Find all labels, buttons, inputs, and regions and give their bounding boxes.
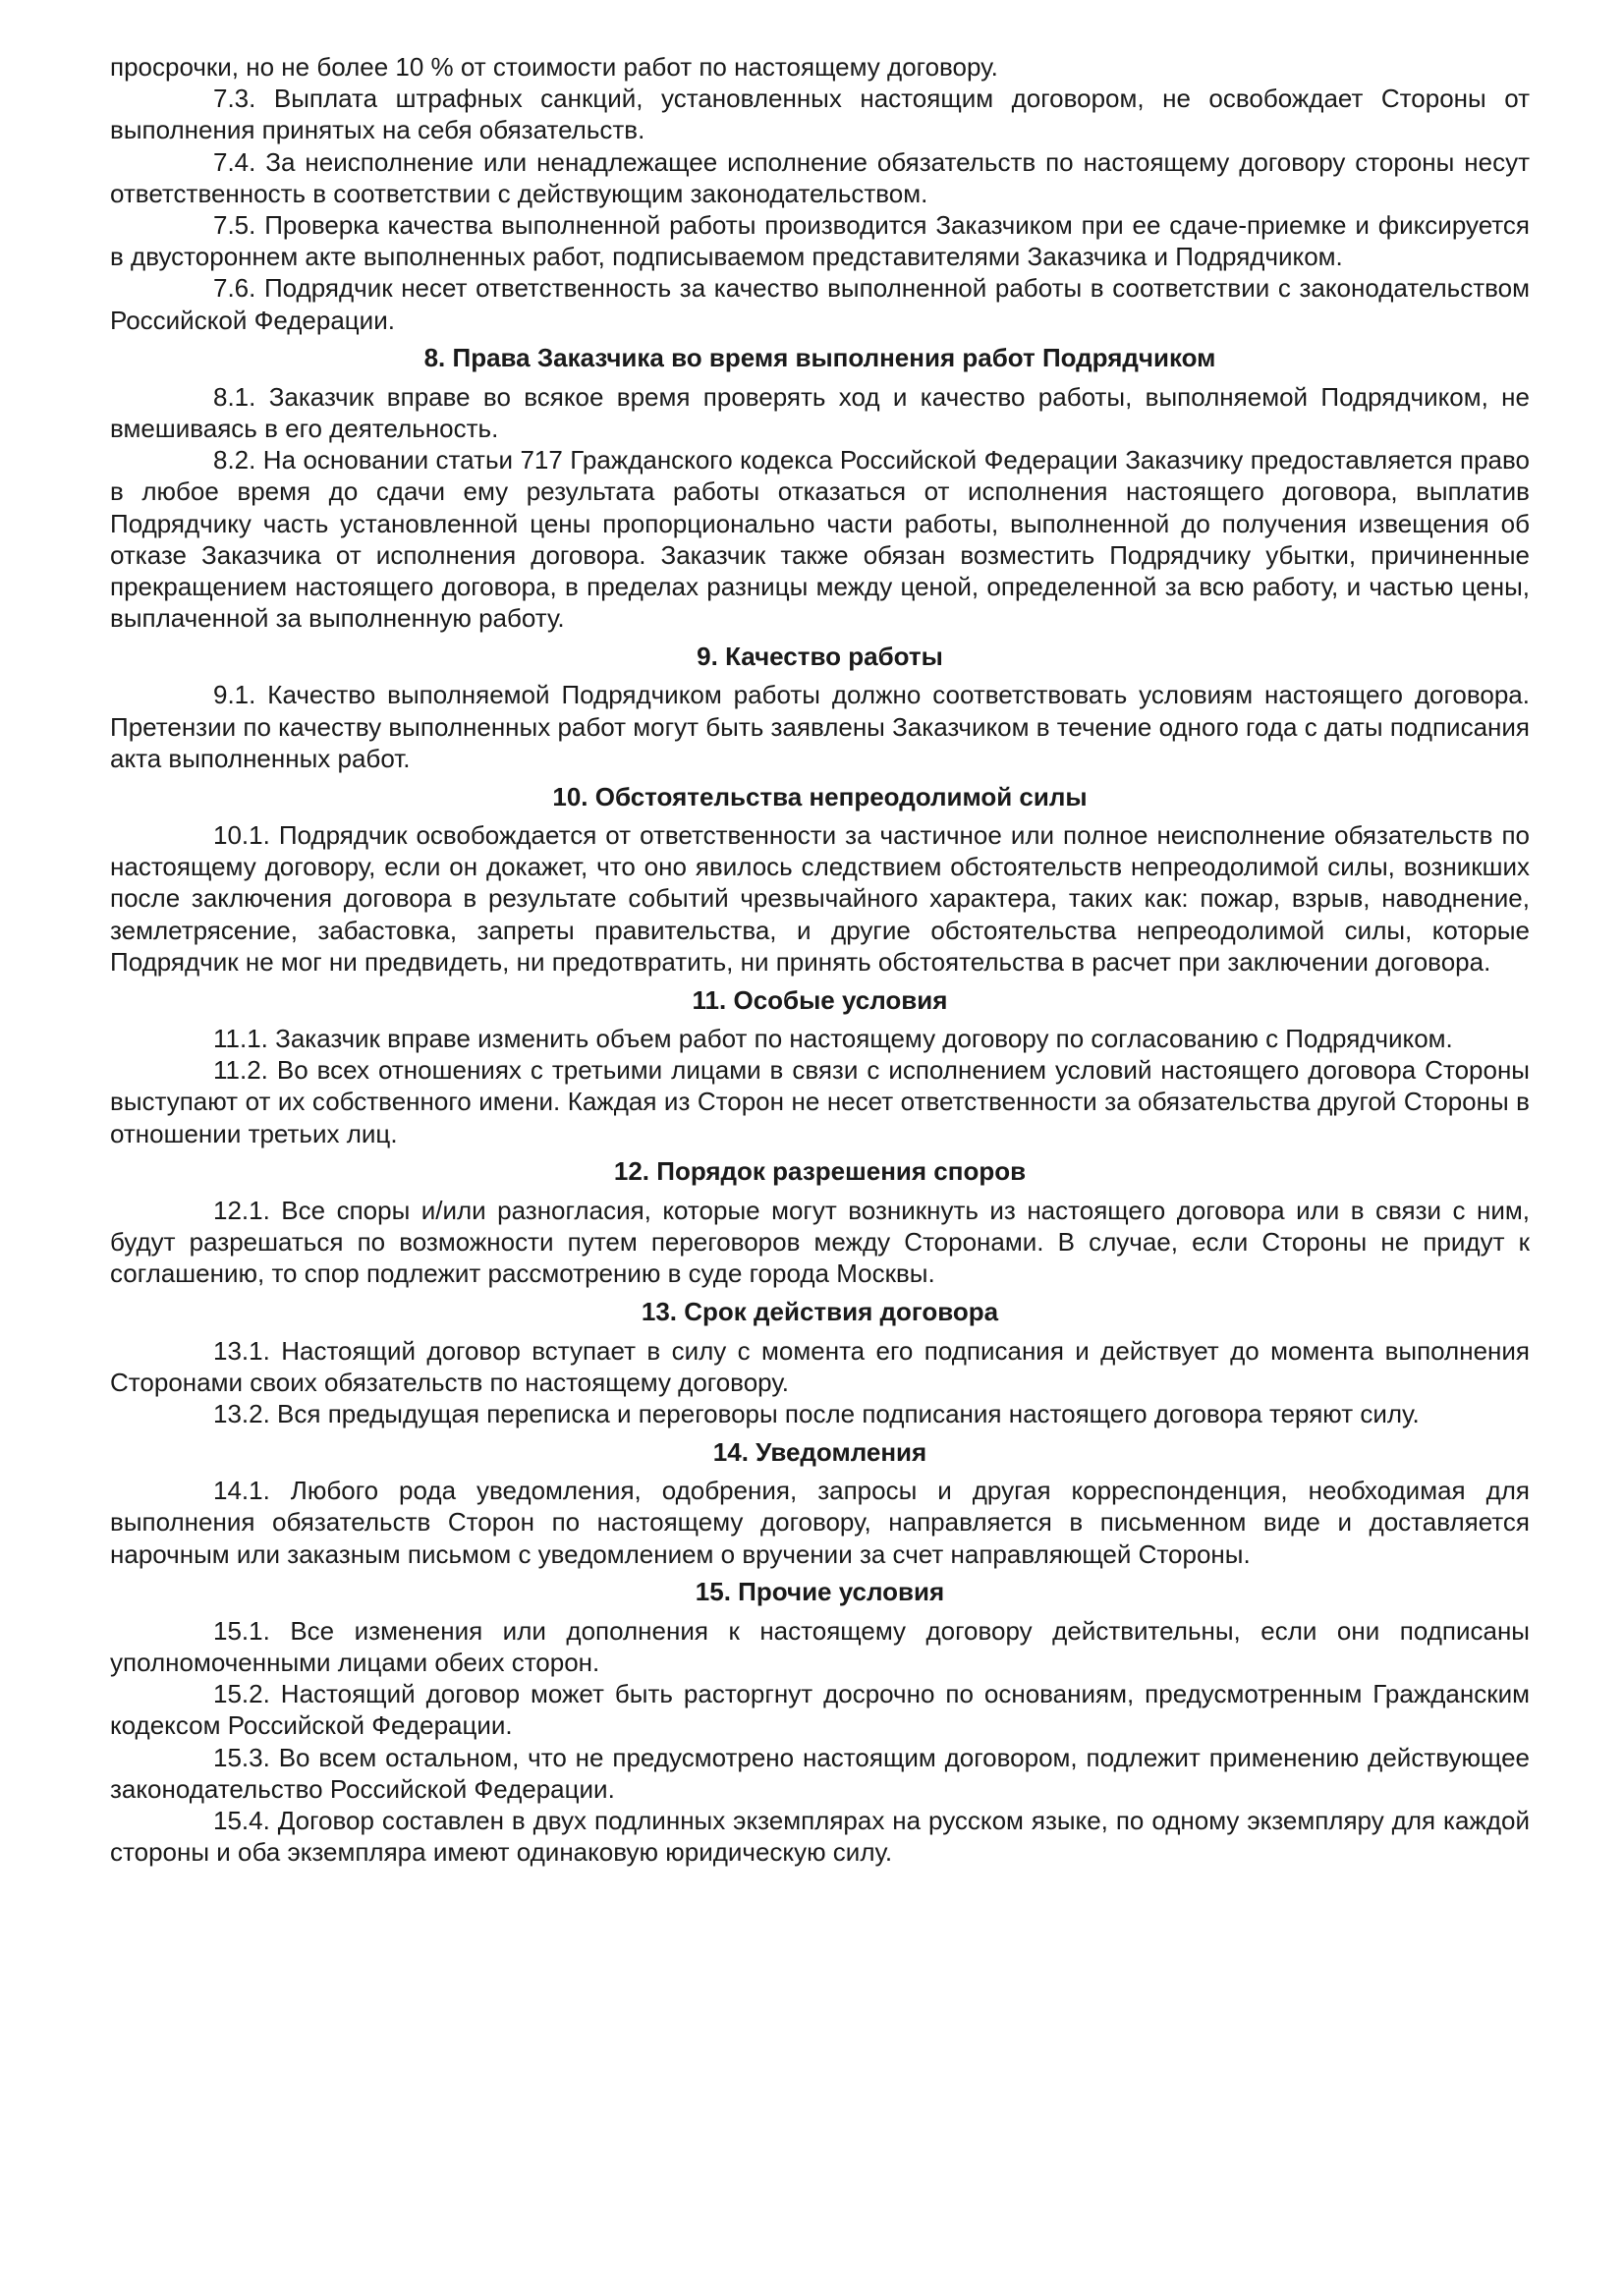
clause-15-4: 15.4. Договор составлен в двух подлинных экземплярах на русском языке, по одному экземпляру для каждой стороны и оба экземпляра имеют одинаковую юридическую силу. [110, 1805, 1530, 1868]
clause-15-2: 15.2. Настоящий договор может быть расторгнут досрочно по основаниям, предусмотренным Гражданским кодексом Российской Федерации. [110, 1679, 1530, 1741]
clause-7-6: 7.6. Подрядчик несет ответственность за качество выполненной работы в соответствии с законодательством Российской Федерации. [110, 273, 1530, 335]
clause-11-1: 11.1. Заказчик вправе изменить объем работ по настоящему договору по согласованию с Подрядчиком. [213, 1024, 1453, 1054]
paragraph-7-2-continuation: просрочки, но не более 10 % от стоимости работ по настоящему договору. [110, 52, 998, 82]
section-heading-12: 12. Порядок разрешения споров [613, 1156, 1027, 1187]
clause-7-4: 7.4. За неисполнение или ненадлежащее исполнение обязательств по настоящему договору стороны несут ответственность в соответствии с действующим законодательством. [110, 146, 1530, 208]
section-heading-8: 8. Права Заказчика во время выполнения работ Подрядчиком [423, 343, 1216, 373]
clause-11-2: 11.2. Во всех отношениях с третьими лицами в связи с исполнением условий настоящего договора Стороны выступают от их собственного имени. Каждая из Сторон не несет ответственности за обязательства другой Стороны в отношении третьих лиц. [110, 1055, 1530, 1148]
section-heading-10: 10. Обстоятельства непреодолимой силы [552, 781, 1088, 811]
clause-12-1: 12.1. Все споры и/или разногласия, которые могут возникнуть из настоящего договора или в связи с ним, будут разрешаться по возможности путем переговоров между Сторонами. В случае, если Стороны не придут к соглашению, то спор подлежит рассмотрению в суде города Москвы. [110, 1195, 1530, 1289]
section-heading-14: 14. Уведомления [712, 1436, 927, 1467]
clause-14-1: 14.1. Любого рода уведомления, одобрения, запросы и другая корреспонденция, необходимая для выполнения обязательств Сторон по настоящему договору, направляется в письменном виде и доставляется нарочным или заказным письмом с уведомлением о вручении за счет направляющей Стороны. [110, 1476, 1530, 1569]
section-heading-15: 15. Прочие условия [695, 1577, 945, 1607]
clause-8-1: 8.1. Заказчик вправе во всякое время проверять ход и качество работы, выполняемой Подрядчиком, не вмешиваясь в его деятельность. [110, 381, 1530, 444]
clause-15-3: 15.3. Во всем остальном, что не предусмотрено настоящим договором, подлежит применению действующее законодательство Российской Федерации. [110, 1742, 1530, 1804]
clause-8-2: 8.2. На основании статьи 717 Гражданского кодекса Российской Федерации Заказчику предоставляется право в любое время до сдачи ему результата работы отказаться от исполнения настоящего договора, выплатив Подрядчику часть установленной цены пропорционально части работы, выполненной до получения извещения об отказе Заказчика от исполнения договора. Заказчик также обязан возместить Подрядчику убытки, причиненные прекращением настоящего договора, в пределах разницы между ценой, определенной за всю работу, и частью цены, выплаченной за выполненную работу. [110, 445, 1530, 634]
clause-15-1: 15.1. Все изменения или дополнения к настоящему договору действительны, если они подписаны уполномоченными лицами обеих сторон. [110, 1615, 1530, 1677]
clause-10-1: 10.1. Подрядчик освобождается от ответственности за частичное или полное неисполнение обязательств по настоящему договору, если он докажет, что оно явилось следствием обстоятельств непреодолимой силы, возникших после заключения договора в результате событий чрезвычайного характера, таких как: пожар, взрыв, наводнение, землетрясение, забастовка, запреты правительства, и другие обстоятельства непреодолимой силы, которые Подрядчик не мог ни предвидеть, ни предотвратить, ни принять обстоятельства в расчет при заключении договора. [110, 820, 1530, 977]
clause-13-2: 13.2. Вся предыдущая переписка и переговоры после подписания настоящего договора теряют силу. [213, 1398, 1420, 1428]
clause-7-5: 7.5. Проверка качества выполненной работы производится Заказчиком при ее сдаче-приемке и фиксируется в двустороннем акте выполненных работ, подписываемом представителями Заказчика и Подрядчиком. [110, 210, 1530, 272]
document-page [110, 51, 1530, 1868]
section-heading-11: 11. Особые условия [692, 984, 948, 1015]
clause-13-1: 13.1. Настоящий договор вступает в силу с момента его подписания и действует до момента выполнения Сторонами своих обязательств по настоящему договору. [110, 1335, 1530, 1397]
clause-7-3: 7.3. Выплата штрафных санкций, установленных настоящим договором, не освобождает Стороны от выполнения принятых на себя обязательств. [110, 84, 1530, 145]
section-heading-9: 9. Качество работы [697, 641, 943, 671]
section-heading-13: 13. Срок действия договора [641, 1297, 999, 1326]
clause-9-1: 9.1. Качество выполняемой Подрядчиком работы должно соответствовать условиям настоящего договора. Претензии по качеству выполненных работ могут быть заявлены Заказчиком в течение одного года с даты подписания акта выполненных работ. [110, 680, 1530, 773]
